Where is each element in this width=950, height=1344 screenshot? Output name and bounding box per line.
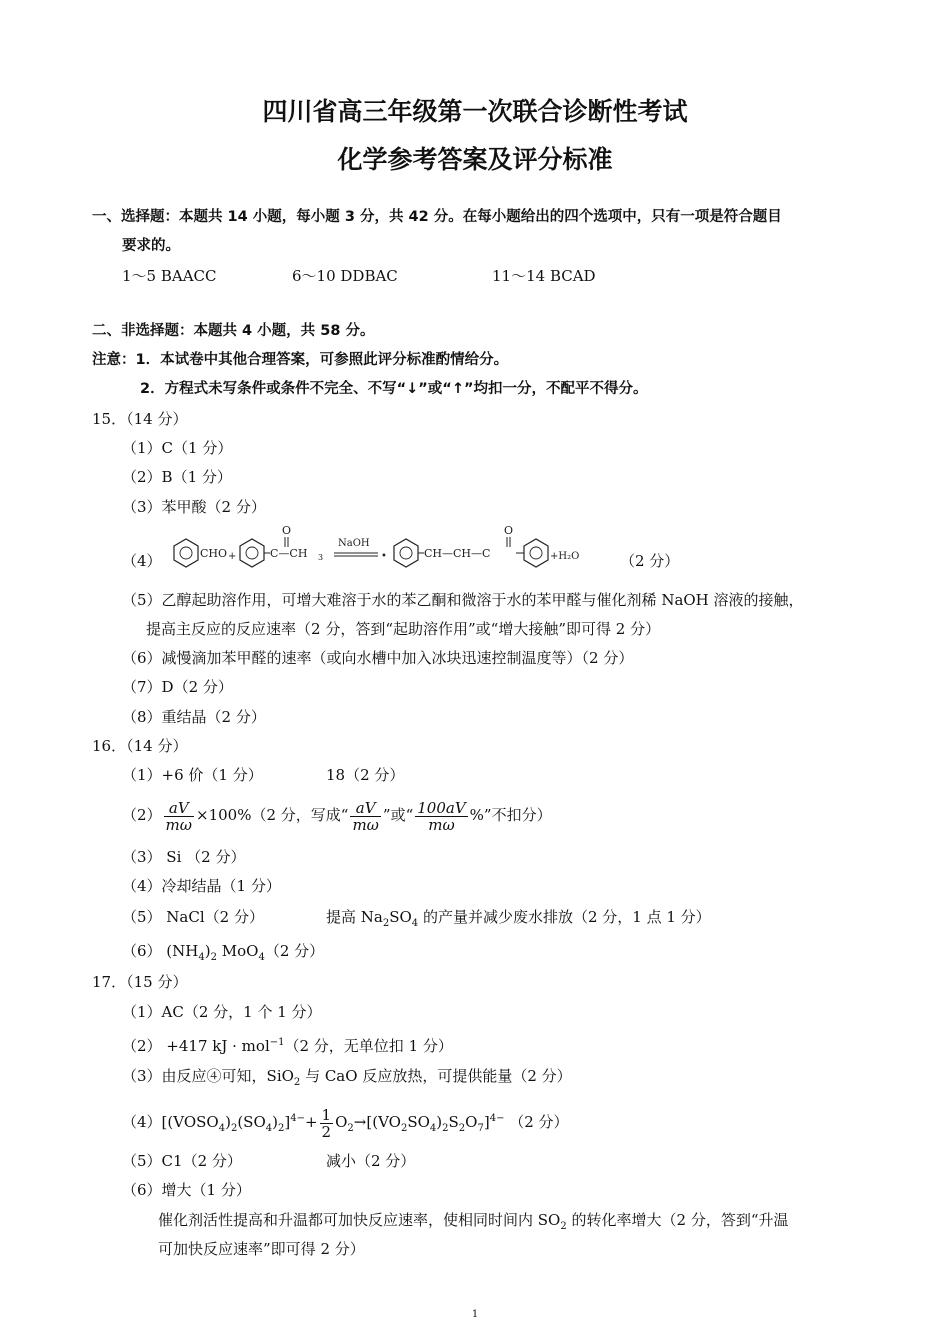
q16-answer-2-end: %”不扣分） bbox=[469, 806, 552, 824]
plus-sign-1: + bbox=[228, 551, 237, 562]
answers-11-14: 11～14 BCAD bbox=[492, 267, 596, 285]
carbonyl-o-label-1: O bbox=[282, 524, 292, 537]
fraction-denominator: mω bbox=[352, 815, 379, 834]
q17-answer-5a: （5）C1（2 分） bbox=[122, 1152, 242, 1170]
document-subtitle: 化学参考答案及评分标准 bbox=[337, 145, 613, 174]
carbonyl-o-label-2: O bbox=[504, 524, 514, 537]
fraction-denominator: mω bbox=[428, 815, 455, 834]
q16-answer-1b: 18（2 分） bbox=[326, 766, 405, 784]
dot-separator: • bbox=[381, 551, 387, 562]
benzene-ring-icon bbox=[174, 539, 198, 567]
q15-answer-5-cont: 提高主反应的反应速率（2 分，答到“起助溶作用”或“增大接触”即可得 2 分） bbox=[146, 620, 661, 638]
fraction-100av-mw bbox=[415, 800, 467, 833]
chch-label: CH—CH—C bbox=[424, 547, 491, 560]
section1-heading: 一、选择题：本题共 14 小题，每小题 3 分，共 42 分。在每小题给出的四个选项中，只有一项是符合题目 bbox=[92, 209, 782, 225]
q15-answer-1: （1）C（1 分） bbox=[122, 439, 233, 457]
section1-heading-cont: 要求的。 bbox=[122, 238, 180, 254]
q15-answer-5: （5）乙醇起助溶作用，可增大难溶于水的苯乙酮和微溶于水的苯甲醛与催化剂稀 NaOH 溶液的接触， bbox=[122, 591, 804, 609]
note-2: 2．方程式未写条件或条件不完全、不写“↓”或“↑”均扣一分，不配平不得分。 bbox=[140, 381, 648, 397]
q16-answer-1a: （1）+6 价（1 分） bbox=[122, 766, 263, 784]
q15-answer-6: （6）减慢滴加苯甲醛的速率（或向水槽中加入冰块迅速控制温度等）（2 分） bbox=[122, 649, 634, 667]
q17-answer-4-prefix: （4） bbox=[122, 1113, 162, 1131]
document-title: 四川省高三年级第一次联合诊断性考试 bbox=[262, 97, 688, 126]
benzene-ring-icon bbox=[524, 539, 548, 567]
q16-answer-2 bbox=[122, 796, 552, 834]
q16-answer-6: （6） $(NH_4)_2$ MoO$_4$（2 分） bbox=[122, 942, 325, 963]
q15-answer-3: （3）苯甲酸（2 分） bbox=[122, 498, 266, 516]
q17-answer-6: （6）增大（1 分） bbox=[122, 1181, 251, 1199]
q17-heading: 17．（15 分） bbox=[92, 973, 188, 991]
q16-answer-3: （3） Si （2 分） bbox=[122, 848, 246, 866]
q16-answer-2-prefix: （2） bbox=[122, 806, 162, 824]
fraction-denominator: mω bbox=[165, 815, 193, 834]
q16-answer-5b: 提高 $Na_2SO_4$ 的产量并减少废水排放（2 分，1 点 1 分） bbox=[326, 908, 711, 929]
answers-6-10: 6～10 DDBAC bbox=[292, 267, 398, 285]
cho-label: CHO bbox=[200, 547, 228, 560]
naoh-condition: NaOH bbox=[338, 538, 370, 549]
q15-answer-8: （8）重结晶（2 分） bbox=[122, 708, 266, 726]
ch3-label: C—CH bbox=[270, 547, 308, 560]
water-product: +H₂O bbox=[550, 551, 580, 562]
fraction-av-mw-alt bbox=[350, 800, 380, 833]
fraction-numerator: aV bbox=[350, 800, 380, 817]
q17-answer-4: $(4)[(VOSO_4)_2(SO_4)_2]^{4-}+$ $\frac{1}{2}$ $O_2\to[(VO_2SO_4)_2S_2O_7]^{4-}$ （2 分） bbox=[122, 1105, 569, 1141]
q15-heading: 15．（14 分） bbox=[92, 410, 188, 428]
q17-answer-5b: 减小（2 分） bbox=[326, 1152, 416, 1170]
fraction-numerator: 100aV bbox=[417, 798, 466, 817]
q17-answer-6-explanation-cont: 可加快反应速率”即可得 2 分） bbox=[158, 1240, 365, 1258]
fraction-one-half: $\frac{1}{2}$ bbox=[321, 1105, 332, 1141]
answers-1-5: 1～5 BAACC bbox=[122, 267, 217, 285]
q15-answer-4-prefix: （4） bbox=[122, 552, 162, 570]
reaction-arrow: → bbox=[353, 1113, 367, 1131]
q16-answer-2-or: ”或“ bbox=[382, 806, 414, 824]
q16-answer-4: （4）冷却结晶（1 分） bbox=[122, 877, 281, 895]
section2-heading: 二、非选择题：本题共 4 小题，共 58 分。 bbox=[92, 323, 375, 339]
q17-answer-3: （3）由反应④可知，SiO$_2$ 与 CaO 反应放热，可提供能量（2 分） bbox=[122, 1067, 572, 1088]
q15-answer-7: （7）D（2 分） bbox=[122, 678, 233, 696]
ch3-subscript: 3 bbox=[318, 553, 324, 562]
q16-heading: 16．（14 分） bbox=[92, 737, 188, 755]
note-1: 注意：1．本试卷中其他合理答案，可参照此评分标准酌情给分。 bbox=[92, 352, 509, 368]
page-number: 1 bbox=[471, 1309, 479, 1320]
q17-answer-1: （1）AC（2 分，1 个 1 分） bbox=[122, 1003, 322, 1021]
fraction-numerator: aV bbox=[164, 800, 194, 817]
q17-answer-6-explanation: 催化剂活性提高和升温都可加快反应速率，使相同时间内 $SO_2$ 的转化率增大（2 分，答到“升温 bbox=[158, 1211, 789, 1232]
q17-answer-2: （2） +417 kJ · mol$^{-1}$（2 分，无单位扣 1 分） bbox=[122, 1037, 453, 1055]
benzene-ring-icon bbox=[240, 539, 264, 567]
q15-answer-2: （2）B（1 分） bbox=[122, 468, 232, 486]
fraction-av-mw bbox=[164, 800, 194, 833]
q16-answer-5a: （5） NaCl（2 分） bbox=[122, 908, 264, 926]
benzene-ring-icon bbox=[394, 539, 418, 567]
q15-reaction-equation bbox=[156, 524, 624, 582]
q15-answer-4-score: （2 分） bbox=[620, 552, 680, 570]
q16-answer-2-mid: ×100%（2 分，写成“ bbox=[196, 806, 349, 824]
